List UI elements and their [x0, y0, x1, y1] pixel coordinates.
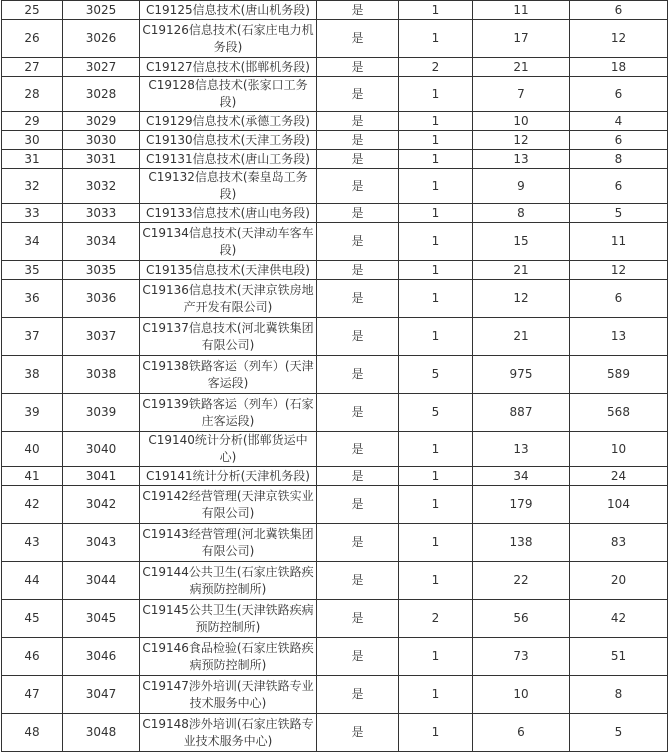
flag-cell: 是 — [317, 486, 399, 524]
applicant-count-cell: 8 — [473, 204, 570, 223]
plan-count-cell: 2 — [399, 600, 473, 638]
position-code-cell: 3044 — [63, 562, 140, 600]
qualified-count-cell: 11 — [570, 223, 668, 261]
row-number-cell: 28 — [2, 77, 63, 112]
position-name-cell: C19138铁路客运（列车）(天津客运段) — [140, 356, 317, 394]
table-row — [2, 638, 668, 676]
position-code-cell: 3040 — [63, 432, 140, 467]
flag-cell: 是 — [317, 112, 399, 131]
qualified-count-cell: 4 — [570, 112, 668, 131]
applicant-count-cell: 12 — [473, 280, 570, 318]
qualified-count-cell: 8 — [570, 676, 668, 714]
position-code-cell: 3029 — [63, 112, 140, 131]
qualified-count-cell: 51 — [570, 638, 668, 676]
position-code-cell: 3032 — [63, 169, 140, 204]
applicant-count-cell: 12 — [473, 131, 570, 150]
row-number-cell: 46 — [2, 638, 63, 676]
table-row — [2, 169, 668, 204]
position-code-cell: 3031 — [63, 150, 140, 169]
applicant-count-cell: 887 — [473, 394, 570, 432]
position-name-cell: C19140统计分析(邯郸货运中心) — [140, 432, 317, 467]
qualified-count-cell: 6 — [570, 131, 668, 150]
position-name-cell: C19130信息技术(天津工务段) — [140, 131, 317, 150]
plan-count-cell: 1 — [399, 318, 473, 356]
row-number-cell: 38 — [2, 356, 63, 394]
flag-cell: 是 — [317, 204, 399, 223]
applicant-count-cell: 21 — [473, 58, 570, 77]
table-row — [2, 562, 668, 600]
flag-cell: 是 — [317, 394, 399, 432]
qualified-count-cell: 104 — [570, 486, 668, 524]
flag-cell: 是 — [317, 131, 399, 150]
table-row — [2, 524, 668, 562]
qualified-count-cell: 589 — [570, 356, 668, 394]
applicant-count-cell: 6 — [473, 714, 570, 752]
table-row — [2, 356, 668, 394]
applicant-count-cell: 56 — [473, 600, 570, 638]
position-name-cell: C19144公共卫生(石家庄铁路疾病预防控制所) — [140, 562, 317, 600]
applicant-count-cell: 11 — [473, 1, 570, 20]
flag-cell: 是 — [317, 20, 399, 58]
flag-cell: 是 — [317, 562, 399, 600]
qualified-count-cell: 5 — [570, 714, 668, 752]
applicant-count-cell: 975 — [473, 356, 570, 394]
table-row — [2, 204, 668, 223]
qualified-count-cell: 12 — [570, 20, 668, 58]
table-body — [2, 1, 668, 752]
row-number-cell: 29 — [2, 112, 63, 131]
position-code-cell: 3036 — [63, 280, 140, 318]
qualified-count-cell: 8 — [570, 150, 668, 169]
applicant-count-cell: 13 — [473, 432, 570, 467]
position-name-cell: C19127信息技术(邯郸机务段) — [140, 58, 317, 77]
recruitment-table — [1, 0, 668, 752]
position-name-cell: C19133信息技术(唐山电务段) — [140, 204, 317, 223]
position-code-cell: 3034 — [63, 223, 140, 261]
position-code-cell: 3046 — [63, 638, 140, 676]
position-name-cell: C19134信息技术(天津动车客车段) — [140, 223, 317, 261]
plan-count-cell: 1 — [399, 280, 473, 318]
position-code-cell: 3045 — [63, 600, 140, 638]
table-row — [2, 58, 668, 77]
row-number-cell: 34 — [2, 223, 63, 261]
position-name-cell: C19145公共卫生(天津铁路疾病预防控制所) — [140, 600, 317, 638]
table-row — [2, 676, 668, 714]
row-number-cell: 39 — [2, 394, 63, 432]
flag-cell: 是 — [317, 280, 399, 318]
plan-count-cell: 1 — [399, 638, 473, 676]
table-row — [2, 394, 668, 432]
row-number-cell: 37 — [2, 318, 63, 356]
table-row — [2, 261, 668, 280]
row-number-cell: 33 — [2, 204, 63, 223]
plan-count-cell: 1 — [399, 714, 473, 752]
row-number-cell: 48 — [2, 714, 63, 752]
row-number-cell: 47 — [2, 676, 63, 714]
applicant-count-cell: 138 — [473, 524, 570, 562]
table-row — [2, 280, 668, 318]
table-row — [2, 714, 668, 752]
qualified-count-cell: 42 — [570, 600, 668, 638]
position-code-cell: 3038 — [63, 356, 140, 394]
table-row — [2, 318, 668, 356]
row-number-cell: 43 — [2, 524, 63, 562]
plan-count-cell: 1 — [399, 223, 473, 261]
position-name-cell: C19146食品检验(石家庄铁路疾病预防控制所) — [140, 638, 317, 676]
qualified-count-cell: 24 — [570, 467, 668, 486]
table-row — [2, 486, 668, 524]
table-row — [2, 77, 668, 112]
plan-count-cell: 1 — [399, 486, 473, 524]
position-name-cell: C19128信息技术(张家口工务段) — [140, 77, 317, 112]
position-code-cell: 3033 — [63, 204, 140, 223]
position-code-cell: 3027 — [63, 58, 140, 77]
position-code-cell: 3039 — [63, 394, 140, 432]
qualified-count-cell: 6 — [570, 77, 668, 112]
row-number-cell: 42 — [2, 486, 63, 524]
qualified-count-cell: 10 — [570, 432, 668, 467]
table-row — [2, 600, 668, 638]
position-code-cell: 3026 — [63, 20, 140, 58]
position-name-cell: C19132信息技术(秦皇岛工务段) — [140, 169, 317, 204]
position-name-cell: C19147涉外培训(天津铁路专业技术服务中心) — [140, 676, 317, 714]
plan-count-cell: 2 — [399, 58, 473, 77]
applicant-count-cell: 13 — [473, 150, 570, 169]
table-row — [2, 223, 668, 261]
row-number-cell: 36 — [2, 280, 63, 318]
position-code-cell: 3048 — [63, 714, 140, 752]
row-number-cell: 31 — [2, 150, 63, 169]
position-name-cell: C19148涉外培训(石家庄铁路专业技术服务中心) — [140, 714, 317, 752]
qualified-count-cell: 20 — [570, 562, 668, 600]
plan-count-cell: 1 — [399, 562, 473, 600]
plan-count-cell: 1 — [399, 524, 473, 562]
row-number-cell: 25 — [2, 1, 63, 20]
applicant-count-cell: 34 — [473, 467, 570, 486]
plan-count-cell: 5 — [399, 356, 473, 394]
flag-cell: 是 — [317, 356, 399, 394]
plan-count-cell: 1 — [399, 169, 473, 204]
flag-cell: 是 — [317, 169, 399, 204]
position-name-cell: C19142经营管理(天津京铁实业有限公司) — [140, 486, 317, 524]
position-code-cell: 3047 — [63, 676, 140, 714]
row-number-cell: 40 — [2, 432, 63, 467]
table-row — [2, 432, 668, 467]
qualified-count-cell: 18 — [570, 58, 668, 77]
row-number-cell: 32 — [2, 169, 63, 204]
plan-count-cell: 1 — [399, 77, 473, 112]
row-number-cell: 45 — [2, 600, 63, 638]
qualified-count-cell: 6 — [570, 280, 668, 318]
plan-count-cell: 1 — [399, 112, 473, 131]
flag-cell: 是 — [317, 638, 399, 676]
flag-cell: 是 — [317, 600, 399, 638]
applicant-count-cell: 73 — [473, 638, 570, 676]
position-name-cell: C19125信息技术(唐山机务段) — [140, 1, 317, 20]
applicant-count-cell: 10 — [473, 112, 570, 131]
plan-count-cell: 1 — [399, 676, 473, 714]
position-name-cell: C19139铁路客运（列车）(石家庄客运段) — [140, 394, 317, 432]
plan-count-cell: 1 — [399, 204, 473, 223]
row-number-cell: 26 — [2, 20, 63, 58]
applicant-count-cell: 21 — [473, 318, 570, 356]
position-code-cell: 3035 — [63, 261, 140, 280]
plan-count-cell: 1 — [399, 432, 473, 467]
table-row — [2, 20, 668, 58]
qualified-count-cell: 5 — [570, 204, 668, 223]
plan-count-cell: 1 — [399, 131, 473, 150]
table-row — [2, 150, 668, 169]
flag-cell: 是 — [317, 223, 399, 261]
table-row — [2, 131, 668, 150]
qualified-count-cell: 13 — [570, 318, 668, 356]
applicant-count-cell: 17 — [473, 20, 570, 58]
position-code-cell: 3042 — [63, 486, 140, 524]
qualified-count-cell: 12 — [570, 261, 668, 280]
flag-cell: 是 — [317, 524, 399, 562]
plan-count-cell: 1 — [399, 1, 473, 20]
position-name-cell: C19129信息技术(承德工务段) — [140, 112, 317, 131]
flag-cell: 是 — [317, 714, 399, 752]
position-code-cell: 3041 — [63, 467, 140, 486]
table-row — [2, 467, 668, 486]
qualified-count-cell: 568 — [570, 394, 668, 432]
qualified-count-cell: 6 — [570, 1, 668, 20]
position-name-cell: C19131信息技术(唐山工务段) — [140, 150, 317, 169]
applicant-count-cell: 179 — [473, 486, 570, 524]
plan-count-cell: 1 — [399, 150, 473, 169]
applicant-count-cell: 10 — [473, 676, 570, 714]
position-name-cell: C19137信息技术(河北冀铁集团有限公司) — [140, 318, 317, 356]
qualified-count-cell: 6 — [570, 169, 668, 204]
plan-count-cell: 5 — [399, 394, 473, 432]
table-row — [2, 1, 668, 20]
row-number-cell: 27 — [2, 58, 63, 77]
flag-cell: 是 — [317, 58, 399, 77]
row-number-cell: 41 — [2, 467, 63, 486]
row-number-cell: 35 — [2, 261, 63, 280]
flag-cell: 是 — [317, 77, 399, 112]
flag-cell: 是 — [317, 150, 399, 169]
flag-cell: 是 — [317, 318, 399, 356]
position-code-cell: 3043 — [63, 524, 140, 562]
flag-cell: 是 — [317, 676, 399, 714]
plan-count-cell: 1 — [399, 261, 473, 280]
position-name-cell: C19136信息技术(天津京铁房地产开发有限公司) — [140, 280, 317, 318]
position-code-cell: 3028 — [63, 77, 140, 112]
row-number-cell: 30 — [2, 131, 63, 150]
applicant-count-cell: 15 — [473, 223, 570, 261]
qualified-count-cell: 83 — [570, 524, 668, 562]
applicant-count-cell: 22 — [473, 562, 570, 600]
applicant-count-cell: 21 — [473, 261, 570, 280]
flag-cell: 是 — [317, 261, 399, 280]
position-name-cell: C19126信息技术(石家庄电力机务段) — [140, 20, 317, 58]
plan-count-cell: 1 — [399, 467, 473, 486]
row-number-cell: 44 — [2, 562, 63, 600]
flag-cell: 是 — [317, 1, 399, 20]
position-code-cell: 3025 — [63, 1, 140, 20]
flag-cell: 是 — [317, 432, 399, 467]
plan-count-cell: 1 — [399, 20, 473, 58]
applicant-count-cell: 9 — [473, 169, 570, 204]
position-code-cell: 3037 — [63, 318, 140, 356]
flag-cell: 是 — [317, 467, 399, 486]
table-row — [2, 112, 668, 131]
position-name-cell: C19141统计分析(天津机务段) — [140, 467, 317, 486]
position-name-cell: C19135信息技术(天津供电段) — [140, 261, 317, 280]
position-code-cell: 3030 — [63, 131, 140, 150]
applicant-count-cell: 7 — [473, 77, 570, 112]
position-name-cell: C19143经营管理(河北冀铁集团有限公司) — [140, 524, 317, 562]
